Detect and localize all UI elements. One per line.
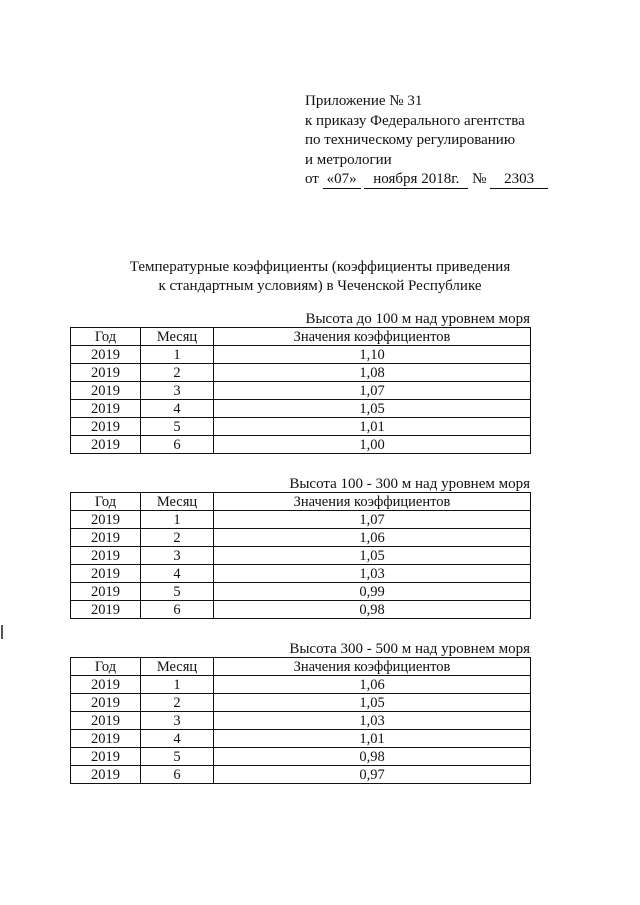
column-header: Значения коэффициентов [214, 658, 531, 676]
table-row [71, 511, 531, 529]
month-cell: 1 [141, 511, 214, 529]
year-cell: 2019 [71, 676, 141, 694]
coefficient-cell: 1,10 [214, 346, 531, 364]
coefficient-cell: 0,99 [214, 583, 531, 601]
table-row [71, 766, 531, 784]
table-row [71, 583, 531, 601]
table-header-row [71, 493, 531, 511]
month-cell: 2 [141, 529, 214, 547]
month-cell: 5 [141, 583, 214, 601]
table-caption: Высота 100 - 300 м над уровнем моря [289, 476, 530, 492]
month-cell: 3 [141, 547, 214, 565]
year-cell: 2019 [71, 583, 141, 601]
year-cell: 2019 [71, 766, 141, 784]
column-header: Год [71, 658, 141, 676]
year-cell: 2019 [71, 529, 141, 547]
year-cell: 2019 [71, 382, 141, 400]
appendix-line-1: Приложение № 31 [305, 93, 423, 109]
coefficient-cell: 0,97 [214, 766, 531, 784]
year-cell: 2019 [71, 511, 141, 529]
month-cell: 3 [141, 382, 214, 400]
table-row [71, 730, 531, 748]
coefficient-cell: 1,08 [214, 364, 531, 382]
month-cell: 2 [141, 694, 214, 712]
year-cell: 2019 [71, 346, 141, 364]
coefficient-cell: 1,00 [214, 436, 531, 454]
coefficient-cell: 1,07 [214, 511, 531, 529]
month-cell: 1 [141, 676, 214, 694]
year-cell: 2019 [71, 748, 141, 766]
table-row [71, 676, 531, 694]
document-title [60, 258, 580, 296]
table-row [71, 748, 531, 766]
coefficient-cell: 1,07 [214, 382, 531, 400]
number-sign: № [472, 171, 487, 187]
column-header: Значения коэффициентов [214, 493, 531, 511]
table-row [71, 400, 531, 418]
month-cell: 1 [141, 346, 214, 364]
table-header-row [71, 658, 531, 676]
year-cell: 2019 [71, 712, 141, 730]
table-row [71, 529, 531, 547]
table-row [71, 346, 531, 364]
table-row [71, 436, 531, 454]
month-cell: 6 [141, 766, 214, 784]
table-row [71, 712, 531, 730]
column-header: Год [71, 328, 141, 346]
year-cell: 2019 [71, 601, 141, 619]
table-row [71, 418, 531, 436]
coefficient-cell: 1,06 [214, 676, 531, 694]
coefficient-cell: 1,03 [214, 712, 531, 730]
table-row [71, 565, 531, 583]
month-cell: 5 [141, 748, 214, 766]
coefficient-cell: 1,05 [214, 694, 531, 712]
table-row [71, 382, 531, 400]
table-row [71, 547, 531, 565]
column-header: Месяц [141, 658, 214, 676]
month-cell: 4 [141, 565, 214, 583]
year-cell: 2019 [71, 364, 141, 382]
month-cell: 2 [141, 364, 214, 382]
coefficient-table [70, 327, 531, 454]
table-row [71, 694, 531, 712]
month-cell: 3 [141, 712, 214, 730]
column-header: Значения коэффициентов [214, 328, 531, 346]
order-date-line [305, 170, 548, 190]
column-header: Месяц [141, 493, 214, 511]
month-cell: 5 [141, 418, 214, 436]
table-row [71, 601, 531, 619]
year-cell: 2019 [71, 694, 141, 712]
table-caption: Высота 300 - 500 м над уровнем моря [289, 641, 530, 657]
coefficient-cell: 1,01 [214, 418, 531, 436]
coefficient-table [70, 492, 531, 619]
coefficient-cell: 0,98 [214, 601, 531, 619]
coefficient-cell: 1,05 [214, 547, 531, 565]
order-day: «07» [323, 171, 361, 189]
year-cell: 2019 [71, 730, 141, 748]
year-cell: 2019 [71, 400, 141, 418]
coefficient-table [70, 657, 531, 784]
coefficient-cell: 0,98 [214, 748, 531, 766]
year-cell: 2019 [71, 418, 141, 436]
month-cell: 6 [141, 601, 214, 619]
appendix-header [305, 92, 548, 190]
column-header: Год [71, 493, 141, 511]
date-prefix: от [305, 171, 319, 187]
title-line-2: к стандартным условиям) в Чеченской Республике [158, 278, 482, 294]
coefficient-cell: 1,05 [214, 400, 531, 418]
order-month-year: ноября 2018г. [364, 171, 468, 189]
table-header-row [71, 328, 531, 346]
coefficient-cell: 1,06 [214, 529, 531, 547]
year-cell: 2019 [71, 547, 141, 565]
table-caption: Высота до 100 м над уровнем моря [305, 311, 530, 327]
appendix-line-2: к приказу Федерального агентства [305, 112, 525, 129]
month-cell: 4 [141, 400, 214, 418]
year-cell: 2019 [71, 565, 141, 583]
coefficient-cell: 1,01 [214, 730, 531, 748]
scan-edge-mark [1, 625, 3, 639]
column-header: Месяц [141, 328, 214, 346]
coefficient-cell: 1,03 [214, 565, 531, 583]
month-cell: 6 [141, 436, 214, 454]
title-line-1: Температурные коэффициенты (коэффициенты приведения [129, 259, 511, 275]
appendix-line-4: и метрологии [305, 151, 392, 168]
year-cell: 2019 [71, 436, 141, 454]
order-number: 2303 [490, 171, 548, 189]
month-cell: 4 [141, 730, 214, 748]
appendix-line-3: по техническому регулированию [305, 132, 516, 148]
table-row [71, 364, 531, 382]
